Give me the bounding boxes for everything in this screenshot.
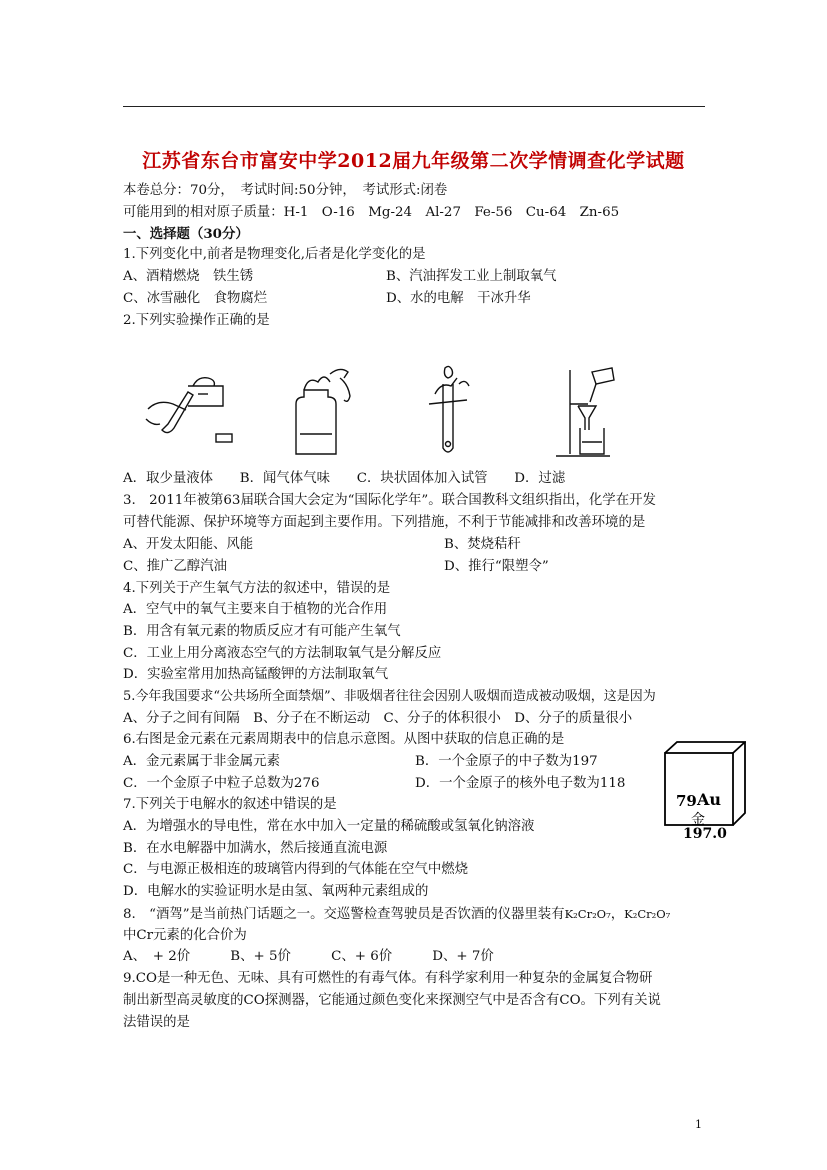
section-heading: 一、选择题（30分） bbox=[123, 226, 249, 242]
question-3-line-1: 3. 2011年被第63届联合国大会定为“国际化学年”。联合国教科文组织指出，化学在开发 bbox=[123, 493, 656, 508]
figure-c-solid-into-tube bbox=[415, 364, 495, 459]
lab-operation-figures bbox=[130, 364, 650, 464]
figure-a-taking-liquid bbox=[138, 364, 238, 459]
figure-b-smelling-gas bbox=[278, 364, 368, 459]
question-4-option-b: B．用含有氧元素的物质反应才有可能产生氧气 bbox=[123, 624, 401, 639]
atomic-masses: 可能用到的相对原子质量：H-1 O-16 Mg-24 Al-27 Fe-56 Cu-64 Zn-65 bbox=[123, 205, 620, 220]
question-7-option-a: A．为增强水的导电性，常在水中加入一定量的稀硫酸或氢氧化钠溶液 bbox=[123, 819, 535, 834]
figure-d-filtration bbox=[540, 364, 640, 459]
question-4-option-c: C．工业上用分离液态空气的方法制取氧气是分解反应 bbox=[123, 646, 442, 661]
question-9-line-1: 9.CO是一种无色、无味、具有可燃性的有毒气体。有科学家利用一种复杂的金属复合物研 bbox=[123, 971, 653, 986]
question-6-option-c: C．一个金原子中粒子总数为276 bbox=[123, 776, 320, 791]
element-card-frame bbox=[664, 741, 746, 827]
question-7-option-b: B．在水电解器中加满水，然后接通直流电源 bbox=[123, 841, 388, 856]
question-1-option-c: C、冰雪融化 食物腐烂 bbox=[123, 291, 268, 306]
question-5-stem: 5.今年我国要求“公共场所全面禁烟”、非吸烟者往往会因别人吸烟而造成被动吸烟，这是因为 bbox=[123, 689, 656, 704]
question-1-stem: 1.下列变化中,前者是物理变化,后者是化学变化的是 bbox=[123, 247, 426, 262]
question-2-stem: 2.下列实验操作正确的是 bbox=[123, 313, 270, 328]
question-8-stem: 8. “酒驾”是当前热门话题之一。交巡警检查驾驶员是否饮酒的仪器里装有 bbox=[123, 907, 565, 922]
question-8-comma: ， bbox=[610, 907, 625, 922]
element-name: 金 bbox=[691, 812, 705, 828]
question-6-option-b: B．一个金原子的中子数为197 bbox=[415, 754, 598, 769]
question-5-options: A、分子之间有间隔 B、分子在不断运动 C、分子的体积很小 D、分子的质量很小 bbox=[123, 711, 633, 726]
question-3-option-d: D、推行“限塑令” bbox=[444, 559, 549, 574]
question-3-line-2: 可替代能源、保护环境等方面起到主要作用。下列措施，不利于节能减排和改善环境的是 bbox=[123, 515, 646, 530]
question-8-line-1 bbox=[123, 905, 670, 924]
question-8-options: A、 + 2价 B、+ 5价 C、+ 6价 D、+ 7价 bbox=[123, 949, 494, 964]
page-title: 江苏省东台市富安中学2012届九年级第二次学情调查化学试题 bbox=[142, 150, 685, 172]
question-1-option-d: D、水的电解 干冰升华 bbox=[386, 291, 531, 306]
element-atomic-number: 79 bbox=[676, 792, 697, 810]
question-4-stem: 4.下列关于产生氧气方法的叙述中，错误的是 bbox=[123, 581, 391, 596]
element-mass: 197.0 bbox=[683, 826, 727, 842]
question-3-option-c: C、推广乙醇汽油 bbox=[123, 559, 227, 574]
question-2-options: A．取少量液体 B．闻气体气味 C．块状固体加入试管 D．过滤 bbox=[123, 471, 566, 486]
question-8-line-2: 中Cr元素的化合价为 bbox=[123, 928, 247, 943]
question-6-option-d: D．一个金原子的核外电子数为118 bbox=[415, 776, 626, 791]
question-6-stem: 6.右图是金元素在元素周期表中的信息示意图。从图中获取的信息正确的是 bbox=[123, 732, 565, 747]
question-6-option-a: A．金元素属于非金属元素 bbox=[123, 754, 280, 769]
question-4-option-a: A．空气中的氧气主要来自于植物的光合作用 bbox=[123, 602, 388, 617]
gold-element-card bbox=[664, 741, 746, 842]
question-7-stem: 7.下列关于电解水的叙述中错误的是 bbox=[123, 797, 337, 812]
question-1-option-a: A、酒精燃烧 铁生锈 bbox=[123, 269, 254, 284]
exam-info: 本卷总分：70分， 考试时间:50分钟， 考试形式:闭卷 bbox=[123, 183, 448, 198]
page-number: 1 bbox=[695, 1118, 702, 1131]
question-4-option-d: D．实验室常用加热高锰酸钾的方法制取氧气 bbox=[123, 667, 389, 682]
question-3-option-a: A、开发太阳能、风能 bbox=[123, 537, 254, 552]
header-rule bbox=[123, 106, 705, 107]
question-7-option-d: D．电解水的实验证明水是由氢、氧两种元素组成的 bbox=[123, 884, 429, 899]
question-1-option-b: B、汽油挥发工业上制取氧气 bbox=[386, 269, 557, 284]
question-8-formula-1: K₂Cr₂O₇ bbox=[564, 907, 611, 921]
question-3-option-b: B、焚烧秸秆 bbox=[444, 537, 521, 552]
element-symbol: Au bbox=[697, 790, 722, 809]
question-9-line-3: 法错误的是 bbox=[123, 1015, 190, 1030]
question-8-formula-2: K₂Cr₂O₇ bbox=[624, 907, 671, 921]
question-7-option-c: C．与电源正极相连的玻璃管内得到的气体能在空气中燃烧 bbox=[123, 862, 469, 877]
question-9-line-2: 制出新型高灵敏度的CO探测器，它能通过颜色变化来探测空气中是否含有CO。下列有关说 bbox=[123, 993, 661, 1008]
